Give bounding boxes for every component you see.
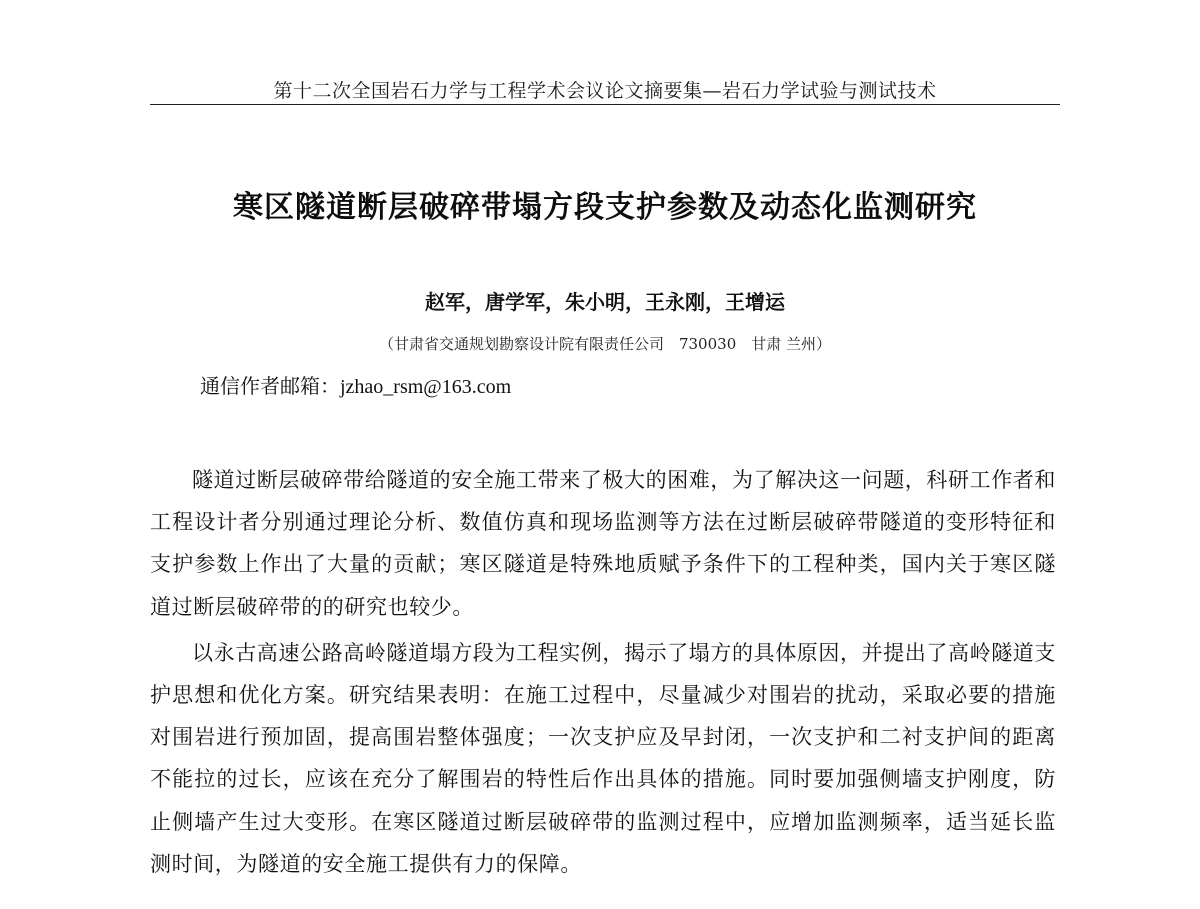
header-divider bbox=[150, 104, 1060, 105]
abstract-paragraph-2: 以永古高速公路高岭隧道塌方段为工程实例，揭示了塌方的具体原因，并提出了高岭隧道支护思想和优化方案。研究结果表明：在施工过程中，尽量减少对围岩的扰动，采取必要的措施对围岩进行预加固，提高围岩整体强度；一次支护应及早封闭，一次支护和二衬支护间的距离不能拉的过长，应该在充分了解围岩的特性后作出具体的措施。同时要加强侧墙支护刚度，防止侧墙产生过大变形。在寒区隧道过断层破碎带的监测过程中，应增加监测频率，适当延长监测时间，为隧道的安全施工提供有力的保障。 bbox=[150, 640, 1056, 876]
abstract-paragraph-1: 隧道过断层破碎带给隧道的安全施工带来了极大的困难，为了解决这一问题，科研工作者和工程设计者分别通过理论分析、数值仿真和现场监测等方法在过断层破碎带隧道的变形特征和支护参数上作出了大量的贡献；寒区隧道是特殊地质赋予条件下的工程种类，国内关于寒区隧道过断层破碎带的的研究也较少。 bbox=[150, 468, 1056, 619]
abstract-body bbox=[150, 459, 1056, 889]
paper-title: 寒区隧道断层破碎带塌方段支护参数及动态化监测研究 bbox=[233, 190, 977, 225]
running-header: 第十二次全国岩石力学与工程学术会议论文摘要集—岩石力学试验与测试技术 bbox=[273, 80, 937, 102]
affiliation: （甘肃省交通规划勘察设计院有限责任公司 730030 甘肃 兰州） bbox=[378, 335, 832, 353]
email-label: 通信作者邮箱： bbox=[200, 374, 340, 398]
author-list: 赵军，唐学军，朱小明，王永刚，王增运 bbox=[425, 290, 785, 314]
email-address[interactable]: jzhao_rsm@163.com bbox=[340, 376, 512, 398]
corresponding-email bbox=[200, 370, 511, 399]
